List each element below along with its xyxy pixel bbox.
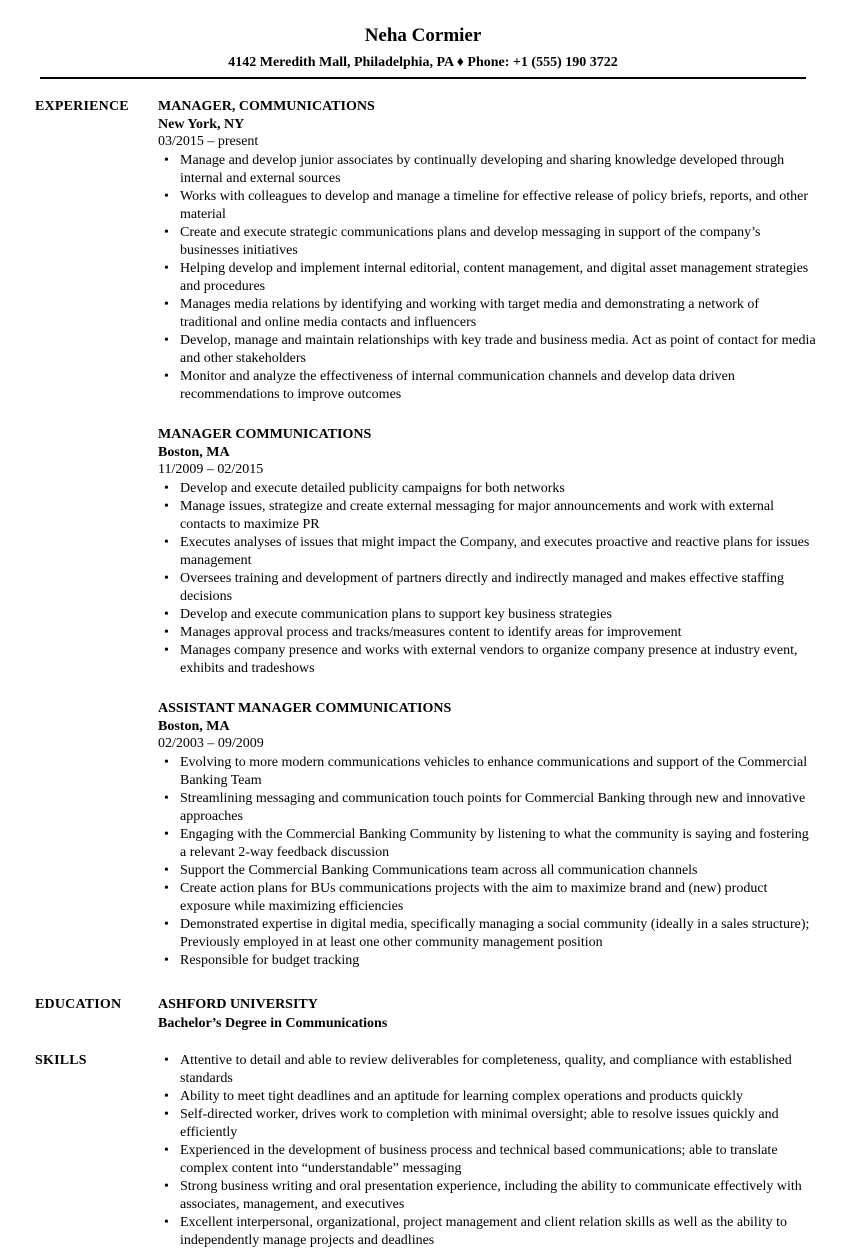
candidate-name: Neha Cormier — [364, 25, 482, 46]
header-divider — [40, 77, 806, 79]
education-heading: EDUCATION — [35, 997, 122, 1012]
job-entry — [158, 700, 818, 970]
job-entry — [158, 98, 818, 404]
bullet-item: • Helping develop and implement internal editorial, content management, and digital asset management strategies and procedures — [158, 260, 818, 296]
job-title: MANAGER, COMMUNICATIONS — [158, 99, 375, 114]
bullet-item: • Create action plans for BUs communications projects with the aim to maximize brand and (new) product exposure while maximizing efficiencies — [158, 880, 818, 916]
job-bullets — [158, 152, 818, 404]
bullet-item: • Oversees training and development of partners directly and indirectly managed and makes effective staffing decisions — [158, 570, 818, 606]
bullet-item: • Engaging with the Commercial Banking Community by listening to what the community is saying and fostering a relevant 2-way feedback discussion — [158, 826, 818, 862]
job-dates: 11/2009 – 02/2015 — [158, 462, 264, 477]
bullet-item: • Develop and execute communication plans to support key business strategies — [158, 606, 818, 624]
bullet-item: • Create and execute strategic communications plans and develop messaging in support of the company’s businesses initiatives — [158, 224, 818, 260]
education-body — [158, 996, 818, 1034]
bullet-item: • Streamlining messaging and communication touch points for Commercial Banking through new and innovative approaches — [158, 790, 818, 826]
job-location: Boston, MA — [158, 445, 230, 460]
bullet-item: • Manages media relations by identifying and working with target media and demonstrating a network of traditional and online media contacts and influencers — [158, 296, 818, 332]
skills-list — [158, 1052, 818, 1250]
contact-line: 4142 Meredith Mall, Philadelphia, PA ♦ Phone: +1 (555) 190 3722 — [228, 55, 618, 70]
bullet-item: • Manage and develop junior associates by continually developing and sharing knowledge developed through internal and external sources — [158, 152, 818, 188]
skill-item: • Ability to meet tight deadlines and an aptitude for learning complex operations and products quickly — [158, 1088, 818, 1106]
job-entry — [158, 426, 818, 678]
bullet-item: • Manages approval process and tracks/measures content to identify areas for improvement — [158, 624, 818, 642]
bullet-item: • Monitor and analyze the effectiveness of internal communication channels and develop data driven recommendations to improve outcomes — [158, 368, 818, 404]
school-name: ASHFORD UNIVERSITY — [158, 997, 318, 1012]
bullet-item: • Develop and execute detailed publicity campaigns for both networks — [158, 480, 818, 498]
job-dates: 03/2015 – present — [158, 134, 259, 149]
bullet-item: • Responsible for budget tracking — [158, 952, 818, 970]
skills-body — [158, 1052, 818, 1250]
job-bullets — [158, 480, 818, 678]
skill-item: • Experienced in the development of business process and technical based communications; able to translate complex content into “understandable” messaging — [158, 1142, 818, 1178]
bullet-item: • Evolving to more modern communications vehicles to enhance communications and support of the Commercial Banking Team — [158, 754, 818, 790]
skill-item: • Excellent interpersonal, organizational, project management and client relation skills as well as the ability to independently manage projects and deadlines — [158, 1214, 818, 1250]
job-dates: 02/2003 – 09/2009 — [158, 736, 264, 751]
bullet-item: • Works with colleagues to develop and manage a timeline for effective release of policy briefs, reports, and other material — [158, 188, 818, 224]
resume-header — [40, 22, 806, 73]
bullet-item: • Executes analyses of issues that might impact the Company, and executes proactive and reactive plans for issues management — [158, 534, 818, 570]
bullet-item: • Manage issues, strategize and create external messaging for major announcements and work with external contacts to maximize PR — [158, 498, 818, 534]
skill-item: • Self-directed worker, drives work to completion with minimal oversight; able to resolve issues quickly and efficiently — [158, 1106, 818, 1142]
bullet-item: • Demonstrated expertise in digital media, specifically managing a social community (ideally in a sales structure); Previously employed in at least one other community management position — [158, 916, 818, 952]
job-title: MANAGER COMMUNICATIONS — [158, 427, 372, 442]
bullet-item: • Develop, manage and maintain relationships with key trade and business media. Act as point of contact for media and other stakeholders — [158, 332, 818, 368]
skill-item: • Attentive to detail and able to review deliverables for completeness, quality, and compliance with established standards — [158, 1052, 818, 1088]
job-location: Boston, MA — [158, 719, 230, 734]
job-location: New York, NY — [158, 117, 245, 132]
degree-name: Bachelor’s Degree in Communications — [158, 1016, 388, 1031]
bullet-item: • Manages company presence and works with external vendors to organize company presence at industry event, exhibits and tradeshows — [158, 642, 818, 678]
skills-heading: SKILLS — [35, 1053, 87, 1068]
bullet-item: • Support the Commercial Banking Communications team across all communication channels — [158, 862, 818, 880]
skill-item: • Strong business writing and oral presentation experience, including the ability to communicate effectively with associates, management, and executives — [158, 1178, 818, 1214]
experience-heading: EXPERIENCE — [35, 99, 129, 114]
job-bullets — [158, 754, 818, 970]
job-title: ASSISTANT MANAGER COMMUNICATIONS — [158, 701, 452, 716]
